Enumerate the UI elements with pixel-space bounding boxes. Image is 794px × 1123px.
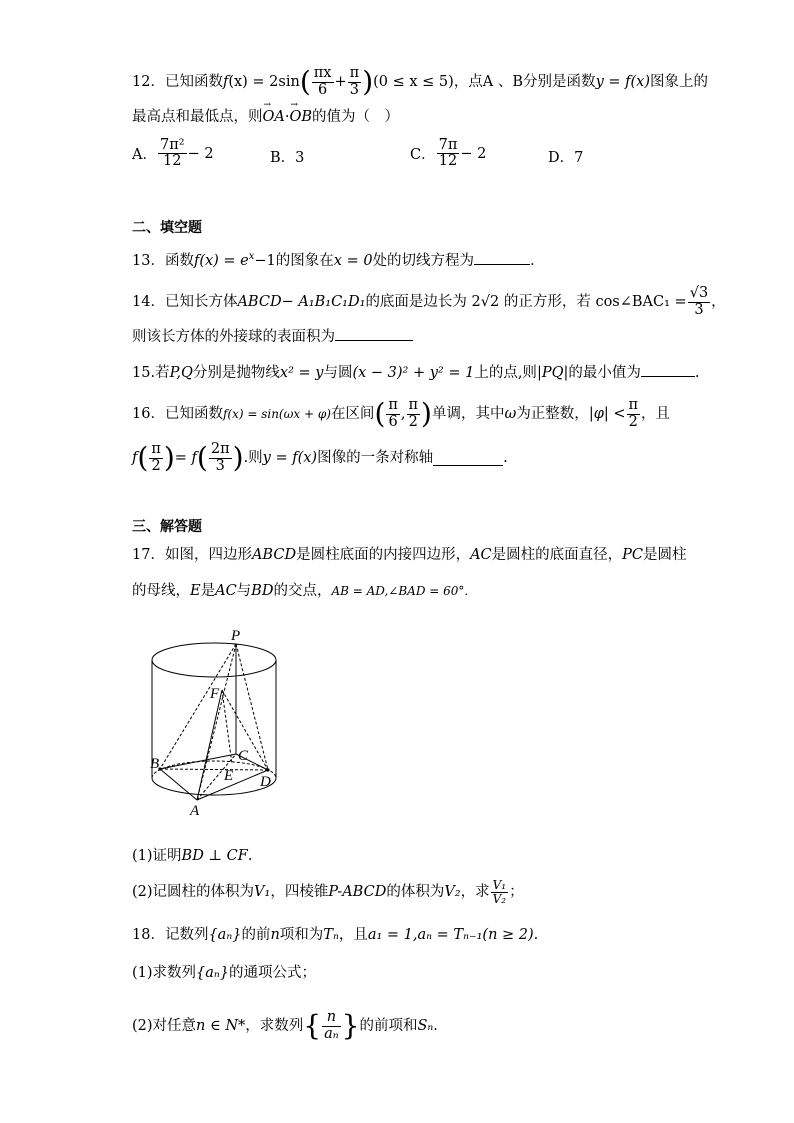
edge-bd — [160, 769, 268, 770]
fraction: $\frac{\pi}{6}$ — [388, 397, 398, 430]
q13: 13．函数$f(x) = e^x-1$的图象在x = 0处的切线方程为 ． — [132, 251, 545, 269]
label-d: D — [260, 774, 271, 790]
option-b[interactable]: B．3 — [270, 150, 305, 166]
q16-line1: 16．已知函数 f(x) = sin(ωx + φ) 在区间 ( $\frac{\pi}{6}$ , $\frac{\pi}{2}$ ) 单调，其中 ω 为正整数， |φ| < $\frac{\pi}{2}$ ，且 — [132, 397, 671, 430]
q17-part1: (1)证明BD ⊥ CF. — [132, 848, 253, 864]
vector-oa: → OA — [263, 110, 285, 125]
fraction: $\frac{√3}{3}$ — [689, 285, 709, 318]
q15: 15.若P,Q分别是抛物线x² = y与圆(x − 3)² + y² = 1上的点,则|PQ|的最小值为 . — [132, 365, 700, 381]
answer-blank[interactable] — [641, 376, 695, 377]
q18-part2: (2)对任意 n ∈ N* ，求数列 { $\frac{n}{\text{aₙ}}$ } 的前项和 Sₙ . — [132, 1009, 438, 1042]
q17-part2: (2)记圆柱的体积为 V₁ ，四棱锥 P-ABCD 的体积为 V₂ ，求 $\frac{\text{V₁}}{\text{V₂}}$ ； — [132, 877, 524, 906]
label-a: A — [190, 803, 200, 818]
fraction: $\frac{2\pi}{3}$ — [210, 441, 230, 474]
option-a[interactable]: A． $\frac{\text{7π²}}{12}$ − 2 — [132, 137, 214, 170]
label-e: E — [224, 768, 234, 784]
q18: 18．记数列{aₙ}的前n项和为Tₙ，且a₁ = 1,aₙ = Tₙ₋₁(n ≥ 2). — [132, 927, 539, 943]
fraction: $\frac{\pi}{2}$ — [628, 397, 639, 430]
option-c[interactable]: C． $\frac{7\pi}{12}$ − 2 — [410, 137, 487, 170]
fraction: $\frac{\pi}{3}$ — [349, 65, 360, 98]
fraction: $\frac{n}{\text{aₙ}}$ — [324, 1009, 339, 1042]
q14-line2: 则该长方体的外接球的表面积为 — [132, 330, 413, 345]
option-d[interactable]: D．7 — [548, 150, 584, 166]
q18-part1: (1)求数列{aₙ}的通项公式； — [132, 965, 317, 981]
fraction: $\frac{\pi}{2}$ — [151, 441, 161, 474]
q16-line2: f ( $\frac{\pi}{2}$ ) = f ( $\frac{2\pi}{3}$ ) .则 y = f(x) 图像的一条对称轴 . — [132, 441, 508, 474]
vector-ob: → OB — [289, 110, 312, 125]
answer-blank[interactable] — [474, 264, 530, 265]
label-f: F — [210, 686, 220, 702]
fraction: $\frac{7\pi}{12}$ — [438, 137, 458, 170]
cylinder-top-ellipse — [152, 643, 276, 677]
section-fill-in-blank: 二、填空题 — [132, 220, 202, 236]
q14-line1: 14．已知长方体 ABCD− A₁B₁C₁D₁ 的底面是边长为 2√2 的正方形，若 cos∠BAC₁ = $\frac{√3}{3}$ ， — [132, 285, 726, 318]
q12-number: 12．已知函数 — [132, 73, 223, 90]
q12-line1: 12．已知函数 f (x) = 2sin ( $\frac{\pi x}{6}$ + $\frac{\pi}{3}$ ) (0 ≤ x ≤ 5) ，点A 、B分别是函数 y = f(x) 图象上的 — [132, 65, 708, 98]
cylinder-figure — [148, 628, 288, 818]
edge-ba — [160, 769, 197, 800]
q17-line2: 的母线，E是AC与BD的交点，AB = AD,∠BAD = 60°. — [132, 583, 469, 599]
label-b: B — [150, 756, 160, 772]
answer-blank[interactable] — [433, 465, 503, 466]
q12-line2: 最高点和最低点，则→ OA·→ OB的值为（ ） — [132, 110, 399, 125]
q17-line1: 17．如图，四边形ABCD是圆柱底面的内接四边形，AC是圆柱的底面直径，PC是圆柱 — [132, 547, 687, 563]
fraction: $\frac{\pi x}{6}$ — [313, 65, 332, 98]
section-solutions: 三、解答题 — [132, 519, 202, 535]
fraction: $\frac{\text{7π²}}{12}$ — [159, 137, 185, 170]
edge-fe — [222, 690, 232, 764]
answer-blank[interactable] — [335, 340, 413, 341]
fraction: $\frac{\text{V₁}}{\text{V₂}}$ — [492, 877, 507, 906]
label-c: C — [238, 748, 249, 764]
label-p: P — [231, 628, 241, 644]
edge-fa — [197, 690, 222, 800]
fraction: $\frac{\pi}{2}$ — [408, 397, 419, 430]
